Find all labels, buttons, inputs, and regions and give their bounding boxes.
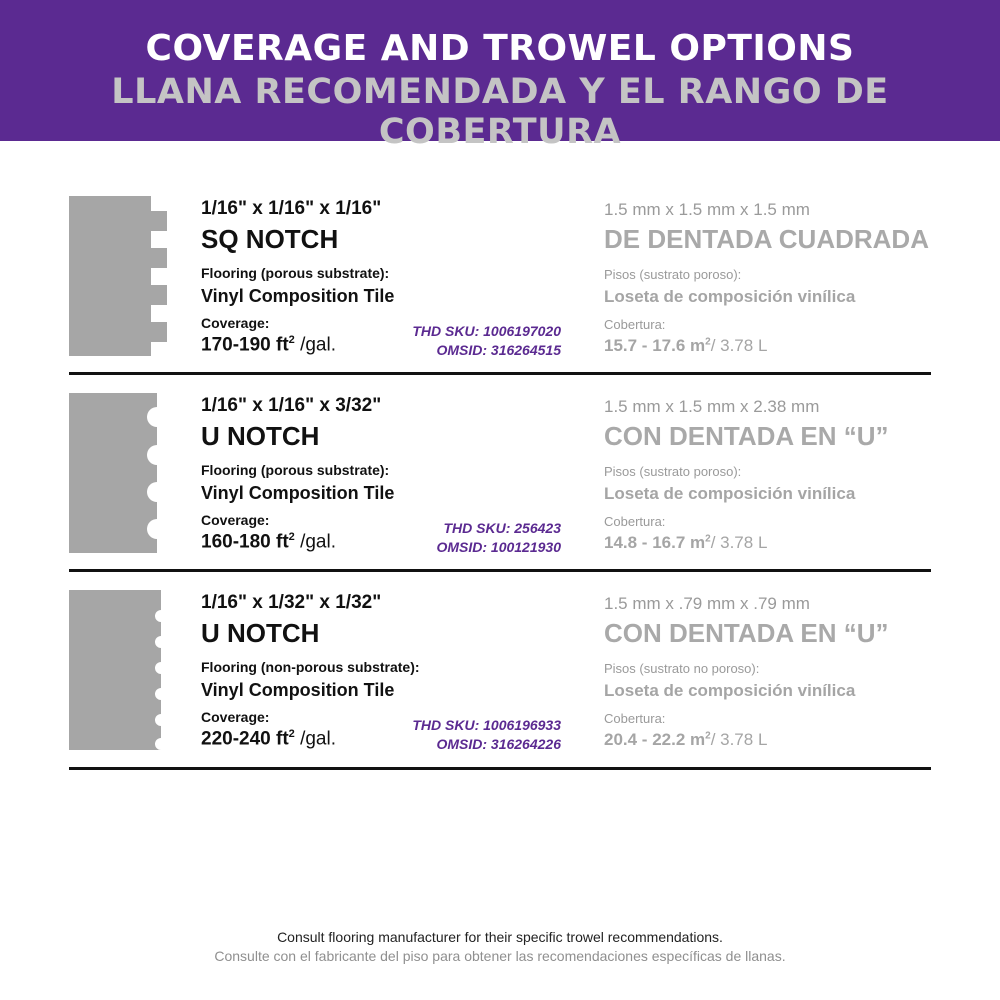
footer-note-spanish: Consulte con el fabricante del piso para obtener las recomendaciones específicas de llanas. (214, 948, 786, 964)
flooring-value: Vinyl Composition Tile (201, 483, 395, 503)
omsid: OMSID: 316264226 (436, 736, 561, 752)
u-notch-trowel-icon (69, 393, 169, 553)
thd-sku: THD SKU: 256423 (443, 520, 561, 536)
coverage-label: Coverage: (201, 315, 270, 331)
coverage-value: 170-190 $ft^2$ /gal. (201, 334, 336, 356)
flooring-label: Flooring (porous substrate): (201, 462, 390, 478)
flooring-label-spanish: Pisos (sustrato poroso): (604, 464, 742, 479)
coverage-label-spanish: Cobertura: (604, 514, 666, 529)
trowel-dimensions: 1/16" x 1/16" x 1/16" (201, 198, 382, 219)
section-divider (69, 372, 931, 375)
trowel-dimensions-spanish: 1.5 mm x 1.5 mm x 1.5 mm (604, 200, 810, 219)
trowel-option-row (69, 186, 931, 376)
notch-type-spanish: CON DENTADA EN “U” (604, 421, 889, 451)
coverage-value: 160-180 $ft^2$ /gal. (201, 531, 336, 553)
title-spanish: LLANA RECOMENDADA Y EL RANGO DE COBERTURA (111, 72, 889, 152)
coverage-label: Coverage: (201, 512, 270, 528)
flooring-value: Vinyl Composition Tile (201, 286, 395, 306)
small-u-notch-trowel-icon (69, 590, 169, 750)
coverage-value-spanish: 14.8 - 16.7 $m^2/$ 3.78 L (604, 533, 768, 552)
trowel-option-row (69, 580, 931, 770)
notch-type-spanish: DE DENTADA CUADRADA (604, 224, 929, 254)
coverage-label-spanish: Cobertura: (604, 317, 666, 332)
flooring-value-spanish: Loseta de composición vinílica (604, 681, 856, 700)
header-banner (0, 0, 1000, 152)
coverage-value-spanish: 20.4 - 22.2 $m^2/$ 3.78 L (604, 730, 768, 749)
notch-type: SQ NOTCH (201, 224, 339, 254)
trowel-dimensions: 1/16" x 1/16" x 3/32" (201, 395, 382, 416)
coverage-label-spanish: Cobertura: (604, 711, 666, 726)
omsid: OMSID: 316264515 (436, 342, 561, 358)
notch-type: U NOTCH (201, 421, 320, 451)
flooring-label-spanish: Pisos (sustrato poroso): (604, 267, 742, 282)
notch-type: U NOTCH (201, 618, 320, 648)
thd-sku: THD SKU: 1006196933 (412, 717, 561, 733)
trowel-dimensions-spanish: 1.5 mm x 1.5 mm x 2.38 mm (604, 397, 820, 416)
coverage-label: Coverage: (201, 709, 270, 725)
coverage-value: 220-240 $ft^2$ /gal. (201, 728, 336, 750)
title-english: COVERAGE AND TROWEL OPTIONS (145, 28, 855, 69)
omsid: OMSID: 100121930 (436, 539, 561, 555)
flooring-label: Flooring (non-porous substrate): (201, 659, 420, 675)
section-divider (69, 767, 931, 770)
flooring-label-spanish: Pisos (sustrato no poroso): (604, 661, 760, 676)
thd-sku: THD SKU: 1006197020 (412, 323, 561, 339)
flooring-value-spanish: Loseta de composición vinílica (604, 287, 856, 306)
trowel-dimensions-spanish: 1.5 mm x .79 mm x .79 mm (604, 594, 810, 613)
notch-type-spanish: CON DENTADA EN “U” (604, 618, 889, 648)
coverage-value-spanish: 15.7 - 17.6 $m^2/$ 3.78 L (604, 336, 768, 355)
section-divider (69, 569, 931, 572)
flooring-label: Flooring (porous substrate): (201, 265, 390, 281)
trowel-dimensions: 1/16" x 1/32" x 1/32" (201, 592, 382, 613)
square-notch-trowel-icon (69, 196, 169, 356)
trowel-option-row (69, 383, 931, 573)
flooring-value-spanish: Loseta de composición vinílica (604, 484, 856, 503)
flooring-value: Vinyl Composition Tile (201, 680, 395, 700)
footer-note-english: Consult flooring manufacturer for their specific trowel recommendations. (277, 929, 723, 945)
